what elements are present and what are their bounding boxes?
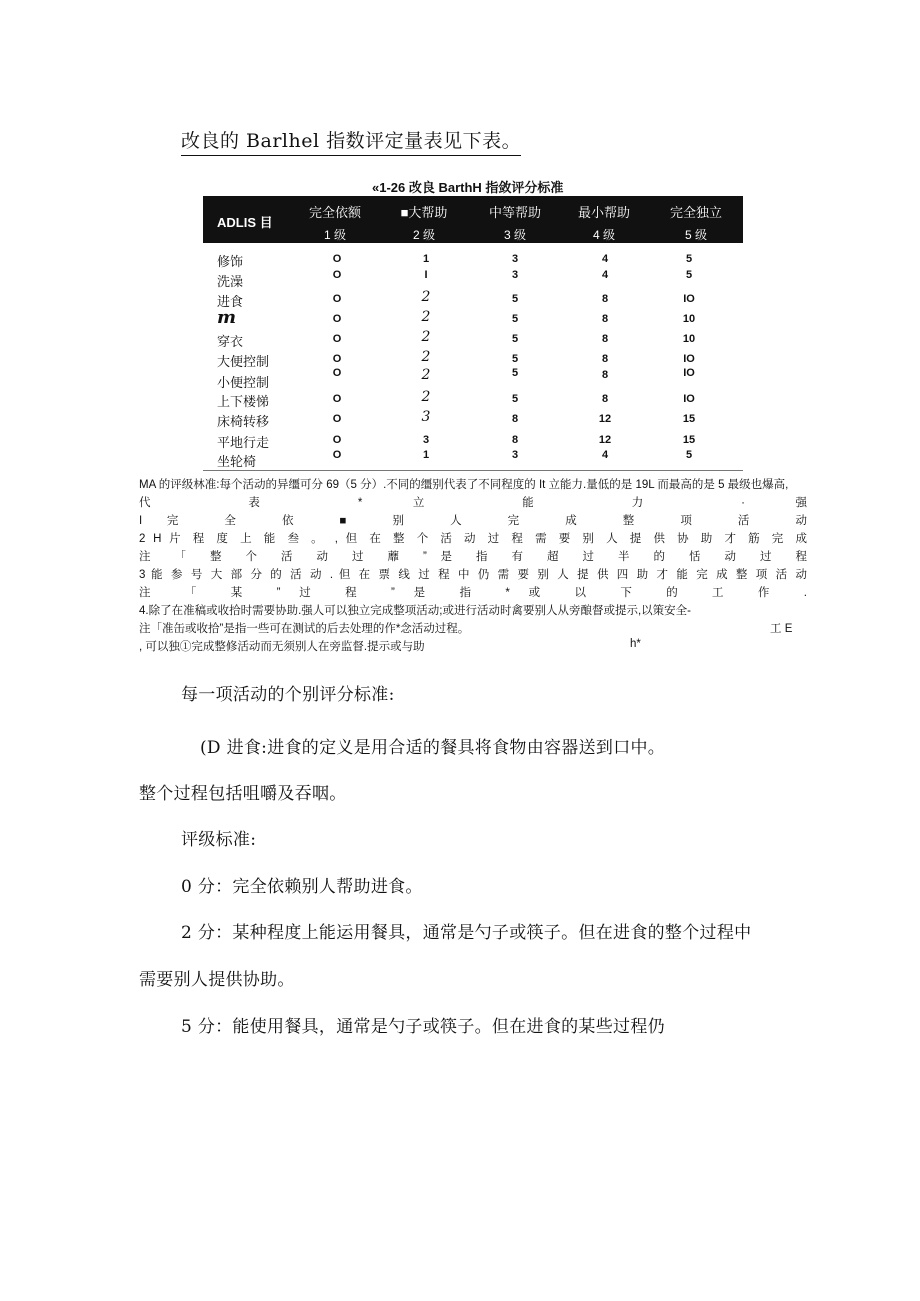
column-header: 完全独立 — [669, 205, 722, 220]
cell: 2 — [421, 349, 431, 365]
note-line: 注 「 某 ” 过 程 ” 是 指 * 或 以 下 的 工 作 . — [139, 587, 807, 599]
table-caption: «1-26 改良 BarthH 指敛评分标准 — [372, 180, 564, 195]
paragraph: 0 分：完全依赖别人帮助进食。 — [181, 877, 423, 897]
note-line: 代 表 * 立 能 力 · 强 — [139, 497, 807, 509]
row-name: 进食 — [217, 294, 244, 309]
cell: IO — [683, 367, 695, 379]
note-line: I 完 全 依 ■ 别 人 完 成 整 项 活 动 — [139, 515, 807, 527]
cell: 3 — [422, 434, 430, 446]
cell: 10 — [682, 313, 696, 325]
cell: 2 — [421, 389, 431, 405]
cell: 5 — [685, 253, 693, 265]
cell: O — [332, 413, 342, 425]
cell: O — [332, 313, 342, 325]
note-line: , 可以独①完成整修活动而无须别人在旁监督.提示或与助 — [139, 641, 425, 653]
note-line: 注「准缶或收拾”是指一些可在测试的后去处理的作*念活动过程。 — [139, 623, 470, 635]
table-row — [203, 389, 743, 409]
cell: 8 — [511, 434, 519, 446]
cell: 1 — [422, 253, 430, 265]
cell: 8 — [511, 413, 519, 425]
row-label-header: ADLIS 目 — [217, 215, 273, 230]
cell: 4 — [601, 269, 609, 281]
cell: 8 — [601, 313, 609, 325]
table-header — [203, 196, 743, 243]
row-name: 坐轮椅 — [217, 454, 257, 469]
cell: 2 — [421, 329, 431, 345]
table-row — [203, 309, 743, 329]
paragraph: 5 分：能使用餐具，通常是勺子或筷子。但在进食的某些过程仍 — [181, 1017, 665, 1037]
cell: 1 — [422, 449, 430, 461]
cell: 8 — [601, 353, 609, 365]
level-header: 5 级 — [684, 228, 707, 242]
cell: I — [424, 269, 428, 281]
cell: 5 — [511, 333, 519, 345]
cell: 4 — [601, 449, 609, 461]
cell: 5 — [511, 367, 519, 379]
level-header: 4 级 — [592, 228, 615, 242]
note-line: h* — [630, 638, 641, 650]
note-line: 4.除了在准稿或收拾时需要协助.强人可以独立完成整项活动;或进行活动时禽要别人从旁酿督或提示,以策安全- — [139, 605, 691, 617]
level-header: 1 级 — [323, 228, 346, 242]
cell: 3 — [511, 253, 519, 265]
paragraph: 整个过程包括咀嚼及吞咽。 — [139, 784, 347, 804]
paragraph: 需要别人提供协助。 — [139, 970, 295, 990]
cell: 3 — [421, 409, 431, 425]
cell: O — [332, 293, 342, 305]
note-line: 2 H 片 程 度 上 能 叁 。 , 但 在 整 个 活 动 过 程 需 要 别 人 提 供 协 助 才 筋 完 成 — [139, 533, 807, 545]
cell: 15 — [682, 434, 696, 446]
table-row — [203, 445, 743, 469]
note-line: MA 的评级林准:每个活动的异缰可分 69（5 分）.不同的缰别代表了不同程度的 It 立能力.量低的是 19L 而最高的是 5 最级也爆高, — [139, 479, 789, 491]
row-name: 床椅转移 — [217, 414, 270, 429]
intro-line: 改良的 Barlhel 指数评定量表见下表。 — [181, 126, 521, 156]
row-name: 洗澡 — [217, 274, 244, 289]
table-row — [203, 289, 743, 309]
row-name: m — [217, 307, 237, 328]
cell: 8 — [601, 293, 609, 305]
cell: O — [332, 353, 342, 365]
cell: 5 — [511, 353, 519, 365]
paragraph: 评级标准: — [181, 830, 257, 850]
cell: 5 — [685, 449, 693, 461]
note-line: 注 「 整 个 活 动 过 蘼 ” 是 指 有 超 过 半 的 恬 动 过 程 — [139, 551, 807, 563]
cell: 8 — [601, 369, 609, 381]
cell: O — [332, 253, 342, 265]
cell: 3 — [511, 449, 519, 461]
row-name: 平地行走 — [217, 435, 270, 450]
column-header: 中等帮助 — [488, 205, 541, 220]
cell: 8 — [601, 333, 609, 345]
note-line: 3 能 参 号 大 部 分 的 活 动 . 但 在 票 线 过 程 中 仍 需 要 别 人 提 供 四 助 才 能 完 成 整 项 活 动 — [139, 569, 807, 581]
level-header: 2 级 — [412, 228, 435, 242]
column-header: ■大帮助 — [400, 205, 448, 220]
cell: O — [332, 449, 342, 461]
cell: 12 — [598, 434, 612, 446]
paragraph: (D 进食:进食的定义是用合适的餐具将食物由容器送到口中。 — [200, 738, 666, 758]
cell: 8 — [601, 393, 609, 405]
table-row — [203, 329, 743, 349]
cell: 5 — [685, 269, 693, 281]
cell: IO — [683, 353, 695, 365]
row-name: 穿衣 — [217, 334, 244, 349]
table-bottom-rule — [203, 470, 743, 471]
cell: 2 — [421, 289, 431, 305]
cell: 5 — [511, 393, 519, 405]
cell: IO — [683, 393, 695, 405]
table-row — [203, 265, 743, 289]
cell: IO — [683, 293, 695, 305]
cell: 2 — [421, 367, 431, 383]
table-row — [203, 349, 743, 369]
row-name: 小便控制 — [217, 375, 270, 390]
level-header: 3 级 — [503, 228, 526, 242]
cell: O — [332, 367, 342, 379]
note-line: 工 E — [770, 623, 793, 635]
table-row — [203, 367, 743, 390]
row-name: 修饰 — [217, 254, 244, 269]
cell: 4 — [601, 253, 609, 265]
cell: 12 — [598, 413, 612, 425]
row-name: 上下楼悌 — [217, 394, 270, 409]
paragraph: 每一项活动的个别评分标准: — [181, 685, 395, 705]
paragraph: 2 分：某种程度上能运用餐具，通常是勺子或筷子。但在进食的整个过程中 — [181, 923, 752, 943]
cell: 5 — [511, 313, 519, 325]
cell: 3 — [511, 269, 519, 281]
table-row — [203, 409, 743, 429]
column-header: 最小帮助 — [577, 205, 630, 220]
cell: 10 — [682, 333, 696, 345]
column-header: 完全依额 — [308, 205, 361, 220]
cell: O — [332, 434, 342, 446]
cell: 2 — [421, 309, 431, 325]
cell: O — [332, 333, 342, 345]
cell: O — [332, 393, 342, 405]
cell: O — [332, 269, 342, 281]
row-name: 大便控制 — [217, 354, 270, 369]
cell: 5 — [511, 293, 519, 305]
cell: 15 — [682, 413, 696, 425]
